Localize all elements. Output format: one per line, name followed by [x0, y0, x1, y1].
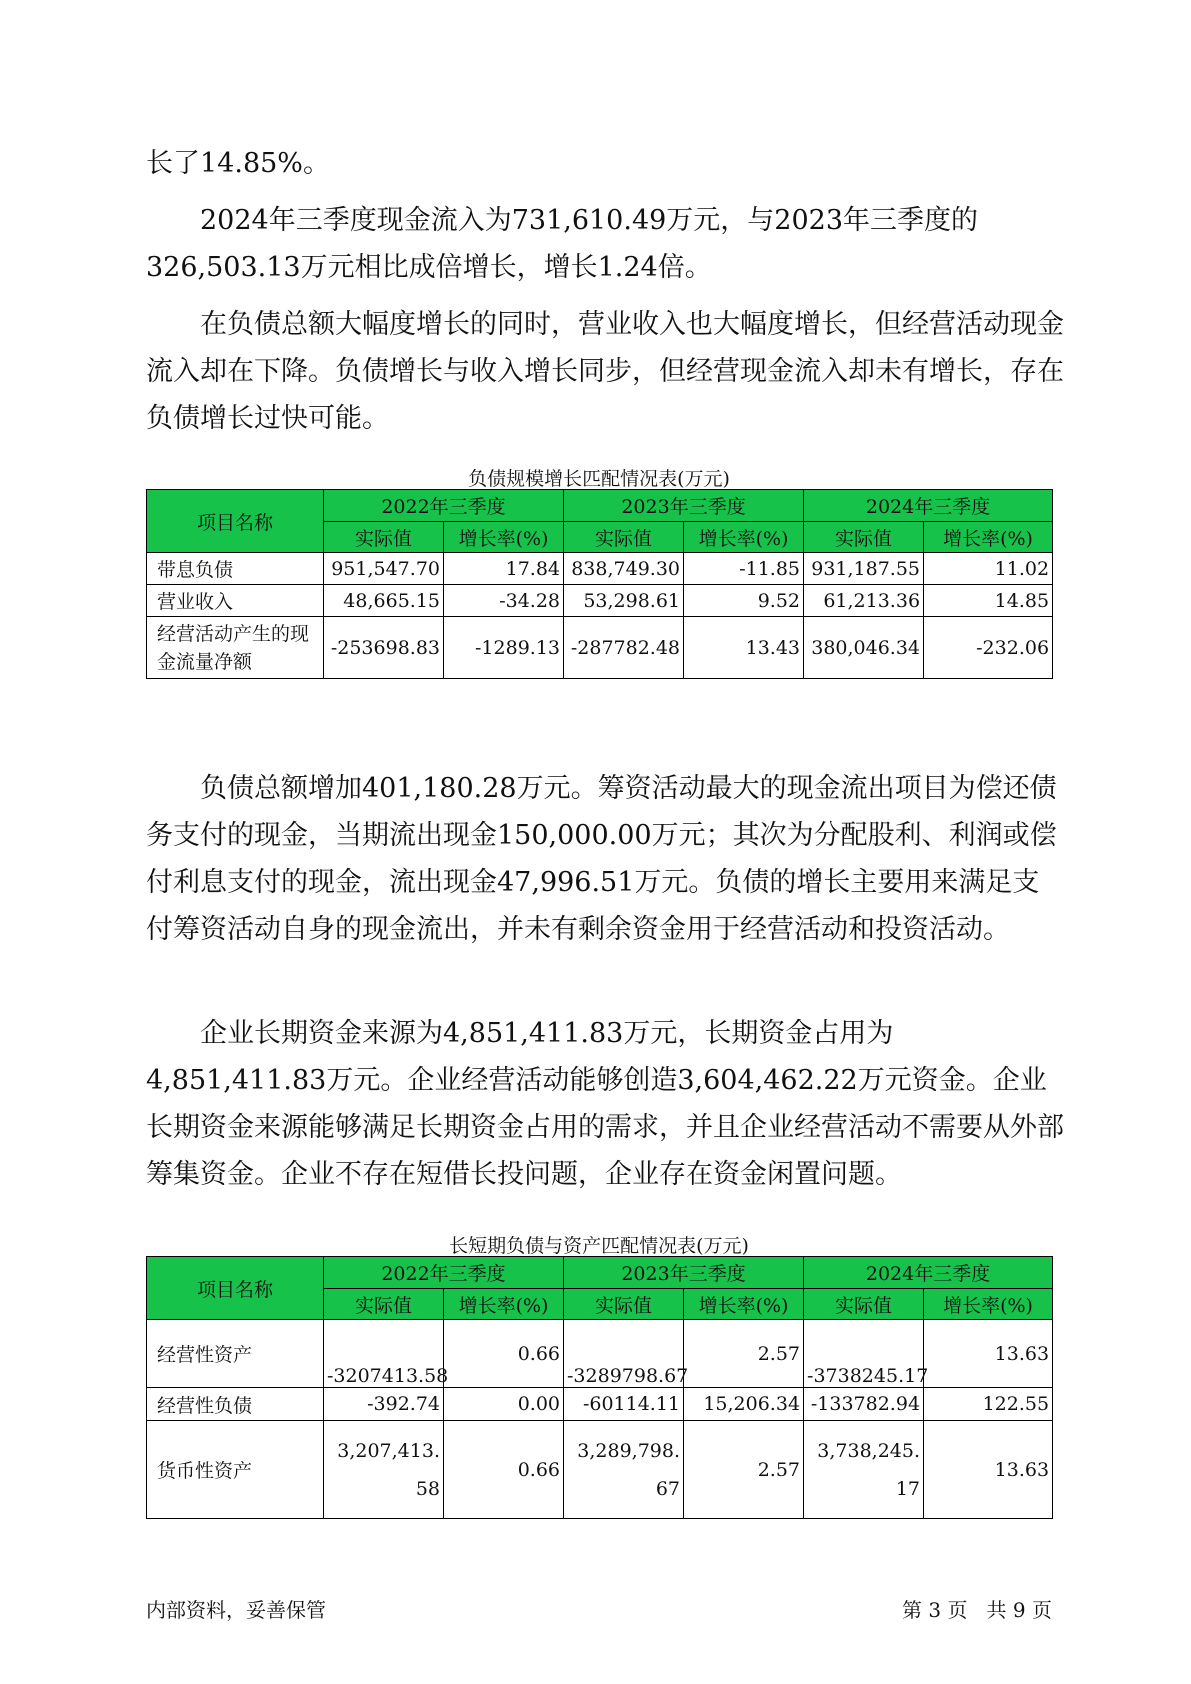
table2-sub-growth: 增长率(%) [684, 1289, 804, 1320]
table-cell: 951,547.70 [324, 553, 444, 585]
table2-sub-growth: 增长率(%) [444, 1289, 564, 1320]
table-cell: -34.28 [444, 585, 564, 617]
table-row [147, 553, 1053, 585]
table-cell: 13.63 [924, 1320, 1053, 1388]
table-cell: 838,749.30 [564, 553, 684, 585]
paragraph-financing: 负债总额增加401,180.28万元。筹资活动最大的现金流出项目为偿还债务支付的现金，当期流出现金150,000.00万元；其次为分配股利、利润或偿付利息支付的现金，流出现金47,996.51万元。负债的增长主要用来满足支付筹资活动自身的现金流出，并未有剩余资金用于经营活动和投资活动。 [146, 773, 1057, 945]
paragraph-long-term-funds: 企业长期资金来源为4,851,411.83万元，长期资金占用为4,851,411.83万元。企业经营活动能够创造3,604,462.22万元资金。企业长期资金来源能够满足长期资金占用的需求，并且企业经营活动不需要从外部筹集资金。企业不存在短借长投问题，企业存在资金闲置问题。 [146, 1018, 1064, 1190]
table-cell: 61,213.36 [804, 585, 924, 617]
table-cell: -232.06 [924, 617, 1053, 679]
table-cell: 3,289,798.67 [564, 1421, 684, 1519]
table-cell: 15,206.34 [684, 1388, 804, 1421]
table1-item-header: 项目名称 [147, 490, 324, 553]
table2-sub-actual: 实际值 [564, 1289, 684, 1320]
table1-sub-growth: 增长率(%) [684, 522, 804, 553]
table-cell: -3207413.58 [324, 1320, 444, 1388]
table-cell: 13.43 [684, 617, 804, 679]
row-label: 带息负债 [147, 553, 324, 585]
table2-period-2024: 2024年三季度 [804, 1257, 1053, 1289]
debt-scale-table [146, 489, 1053, 679]
row-label: 经营性负债 [147, 1388, 324, 1421]
row-label: 营业收入 [147, 585, 324, 617]
table-cell: -3289798.67 [564, 1320, 684, 1388]
table1-sub-growth: 增长率(%) [924, 522, 1053, 553]
row-label: 经营活动产生的现金流量净额 [147, 617, 324, 679]
table1-sub-actual: 实际值 [324, 522, 444, 553]
table-cell: 3,207,413.58 [324, 1421, 444, 1519]
table-cell: 14.85 [924, 585, 1053, 617]
table-cell: -253698.83 [324, 617, 444, 679]
footer-page-number: 第 3 页 共 9 页 [902, 1598, 1052, 1622]
table1-period-2022: 2022年三季度 [324, 490, 564, 522]
table-cell: -3738245.17 [804, 1320, 924, 1388]
table1-sub-actual: 实际值 [564, 522, 684, 553]
table1-caption: 负债规模增长匹配情况表(万元) [468, 468, 730, 490]
table-cell: 9.52 [684, 585, 804, 617]
table-cell: 0.66 [444, 1421, 564, 1519]
table-cell: 3,738,245.17 [804, 1421, 924, 1519]
table-row [147, 585, 1053, 617]
table-row [147, 1320, 1053, 1388]
table-row [147, 1421, 1053, 1519]
table-cell: -133782.94 [804, 1388, 924, 1421]
row-label: 经营性资产 [147, 1320, 324, 1388]
table1-header-row [147, 490, 1053, 522]
table1-sub-growth: 增长率(%) [444, 522, 564, 553]
table-cell: 11.02 [924, 553, 1053, 585]
table1-period-2023: 2023年三季度 [564, 490, 804, 522]
table2-sub-actual: 实际值 [324, 1289, 444, 1320]
table-cell: 2.57 [684, 1320, 804, 1388]
table-cell: 0.00 [444, 1388, 564, 1421]
table2-period-2022: 2022年三季度 [324, 1257, 564, 1289]
table-cell: 48,665.15 [324, 585, 444, 617]
table-cell: 53,298.61 [564, 585, 684, 617]
table2-item-header: 项目名称 [147, 1257, 324, 1320]
table2-sub-growth: 增长率(%) [924, 1289, 1053, 1320]
paragraph-cash-inflow: 2024年三季度现金流入为731,610.49万元，与2023年三季度的326,503.13万元相比成倍增长，增长1.24倍。 [146, 205, 979, 283]
table-cell: 13.63 [924, 1421, 1053, 1519]
table-cell: 122.55 [924, 1388, 1053, 1421]
table-cell: -1289.13 [444, 617, 564, 679]
row-label: 货币性资产 [147, 1421, 324, 1519]
table-row [147, 1388, 1053, 1421]
footer-confidential-note: 内部资料，妥善保管 [146, 1598, 326, 1622]
table2-caption: 长短期负债与资产匹配情况表(万元) [449, 1235, 749, 1257]
table-cell: -60114.11 [564, 1388, 684, 1421]
table-cell: -11.85 [684, 553, 804, 585]
table-cell: 2.57 [684, 1421, 804, 1519]
table2-period-2023: 2023年三季度 [564, 1257, 804, 1289]
paragraph-continuation: 长了14.85%。 [146, 148, 330, 179]
table-cell: -287782.48 [564, 617, 684, 679]
table-cell: -392.74 [324, 1388, 444, 1421]
asset-liability-table [146, 1256, 1053, 1519]
table-cell: 931,187.55 [804, 553, 924, 585]
table2-header-row [147, 1257, 1053, 1289]
table-cell: 17.84 [444, 553, 564, 585]
paragraph-debt-growth: 在负债总额大幅度增长的同时，营业收入也大幅度增长，但经营活动现金流入却在下降。负债增长与收入增长同步，但经营现金流入却未有增长，存在负债增长过快可能。 [146, 309, 1064, 434]
table-cell: 380,046.34 [804, 617, 924, 679]
table1-sub-actual: 实际值 [804, 522, 924, 553]
table1-period-2024: 2024年三季度 [804, 490, 1053, 522]
table-cell: 0.66 [444, 1320, 564, 1388]
table2-sub-actual: 实际值 [804, 1289, 924, 1320]
table-row [147, 617, 1053, 679]
